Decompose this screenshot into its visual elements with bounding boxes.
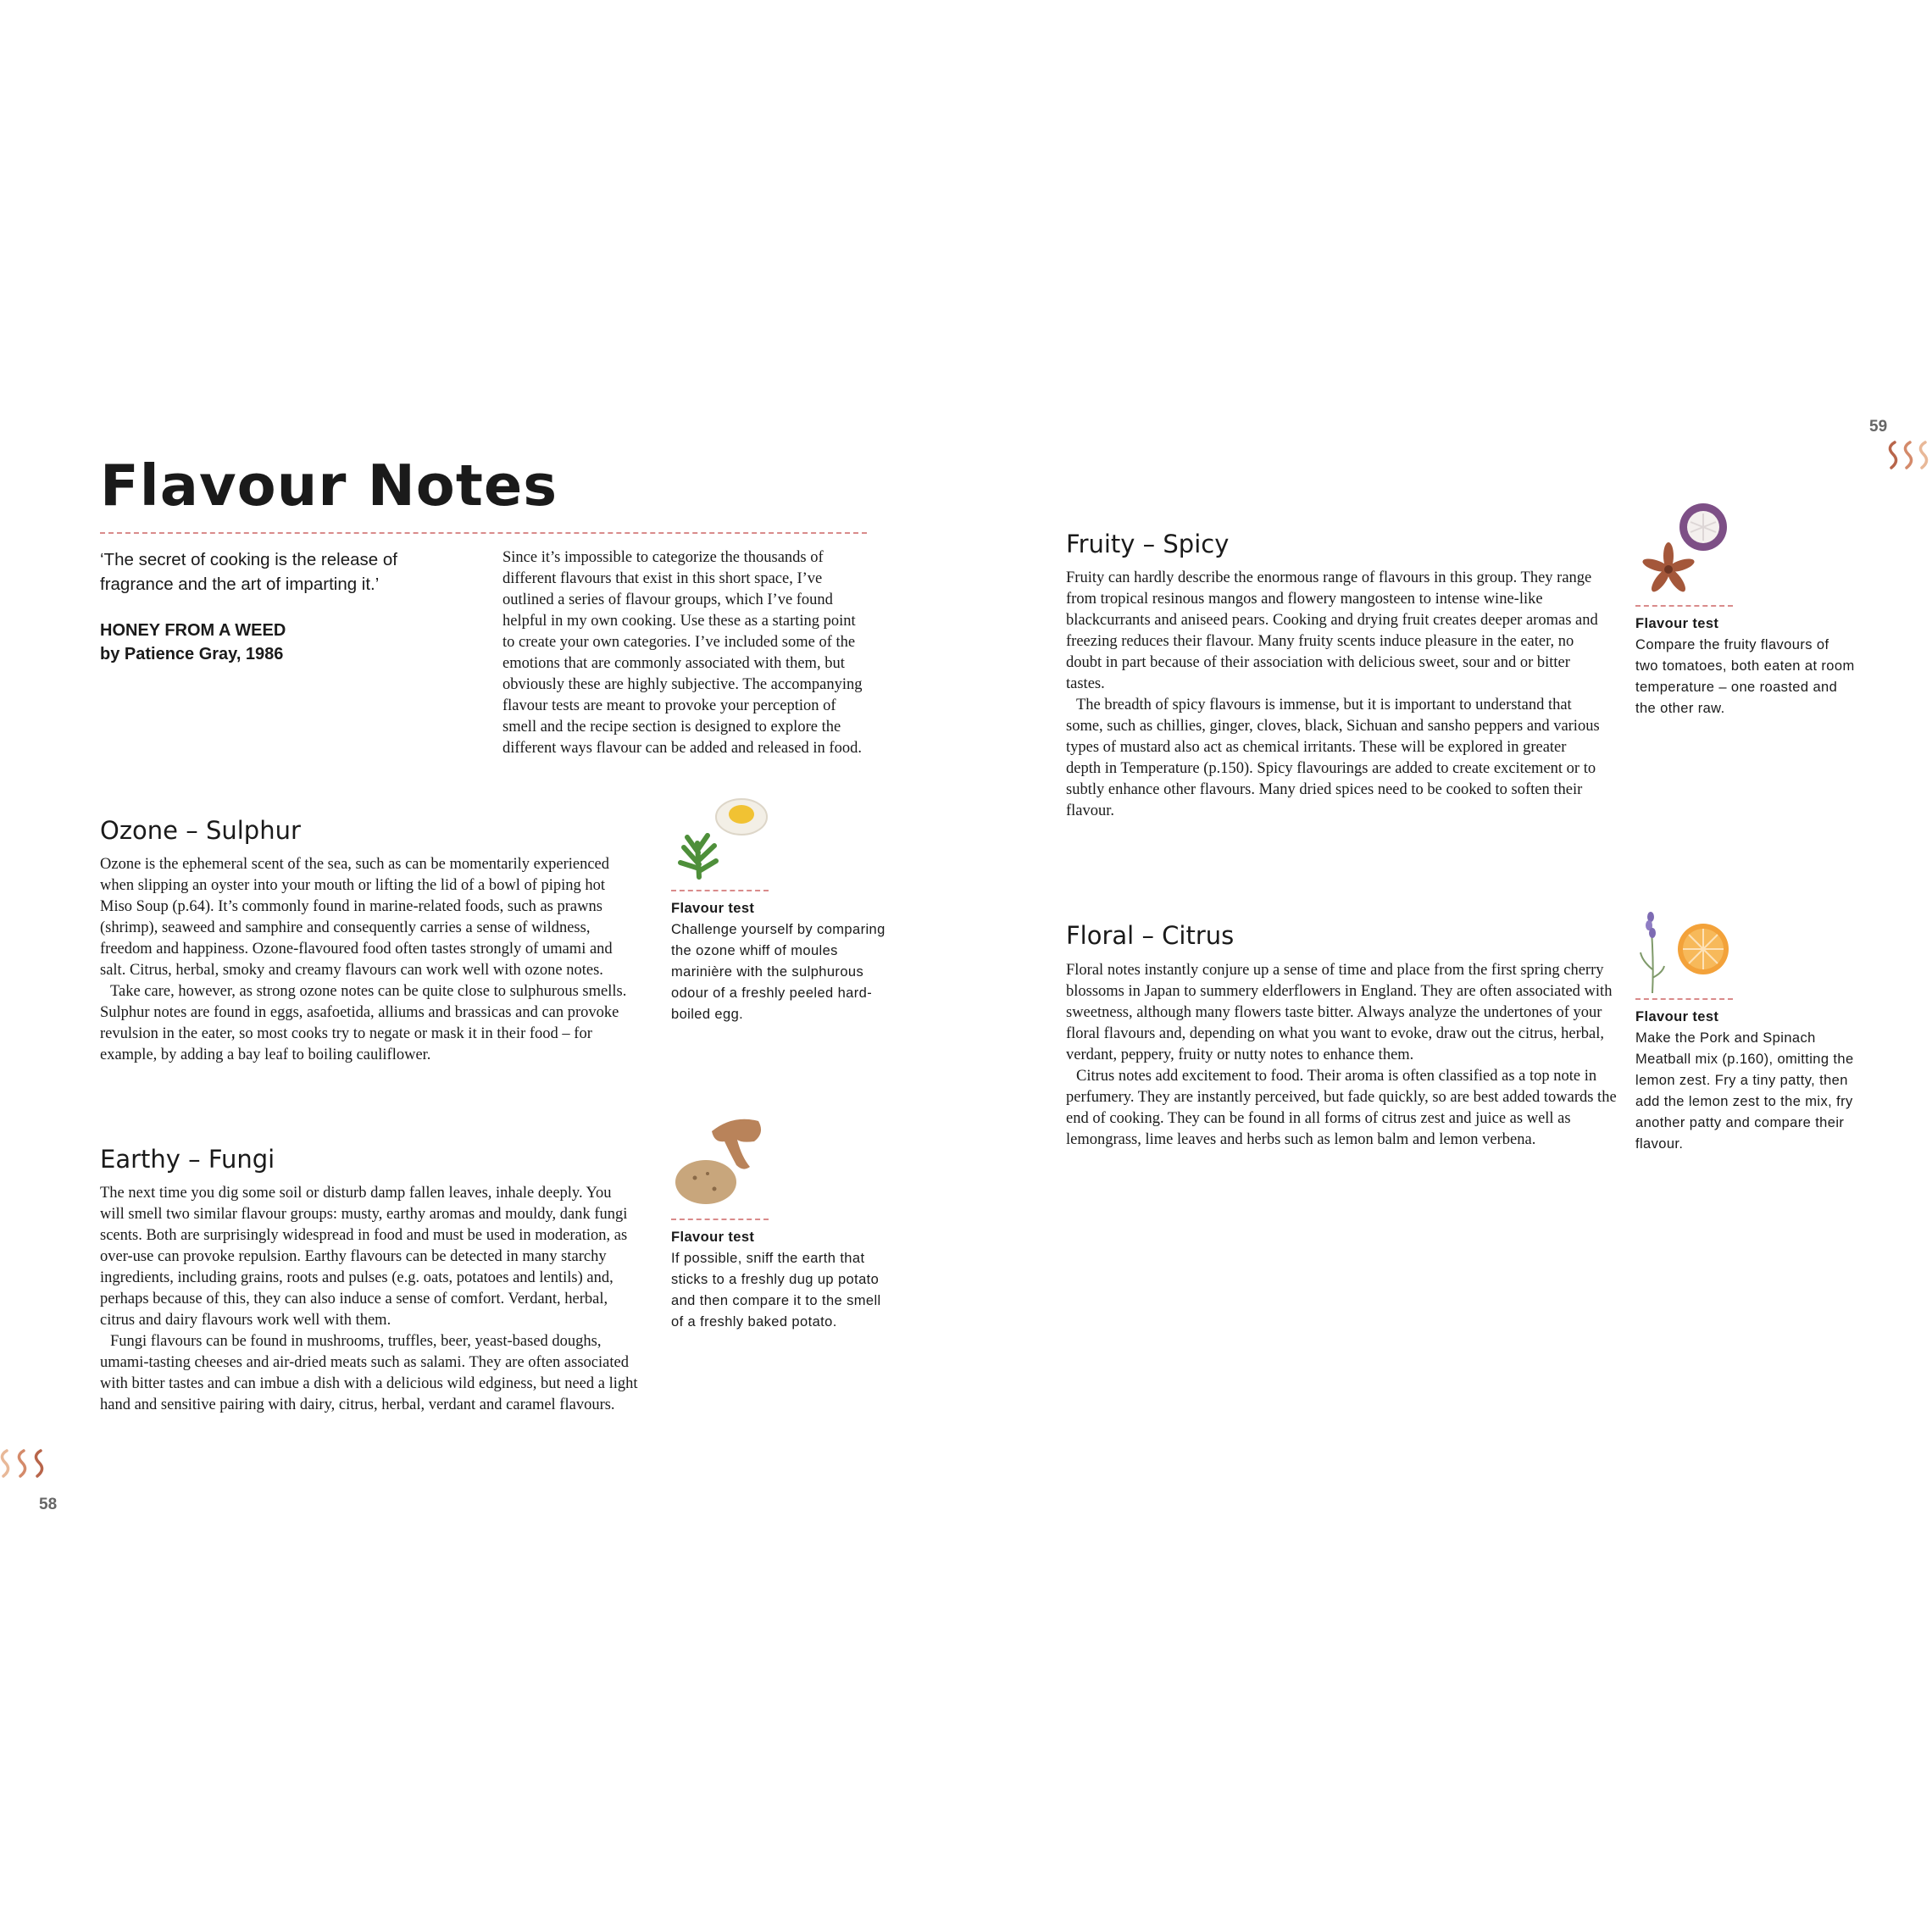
floral-paragraph-1: Floral notes instantly conjure up a sense of time and place from the first spring cherry blossoms in Japan to summery elderflowers in England. They are often associated with sweetness, although many flowers taste bitter. Always analyze the undertones of your floral flavours and, depending on what you want to evoke, draw out the citrus, herbal, verdant, peppery, fruity or nutty notes to enhance them. [1066, 962, 1613, 1063]
section-body-ozone [100, 854, 639, 1066]
flavour-test-text: Make the Pork and Spinach Meatball mix (p.160), omitting the lemon zest. Fry a tiny patty, then add the lemon zest to the mix, fry another patty and compare their flavour. [1635, 1030, 1854, 1152]
mushroom-potato-icon [674, 1114, 775, 1208]
title-divider [100, 532, 867, 534]
flavour-test-label: Flavour test [1635, 1009, 1719, 1024]
fruity-paragraph-1: Fruity can hardly describe the enormous range of flavours in this group. They range from tropical resinous mangos and flowery mangosteen to intense wine-like blackcurrants and aniseed pears. Cooking and drying fruit creates deeper aromas and freezing reduces their flavour. Many fruity scents induce pleasure in the eater, no doubt in part because of their association with delicious sweet, sour and or bitter tastes. [1066, 569, 1598, 692]
flavour-test-text: Compare the fruity flavours of two tomatoes, both eaten at room temperature – one roasted and the other raw. [1635, 637, 1855, 716]
flavour-test-divider [671, 1219, 769, 1220]
section-body-fruity [1066, 568, 1605, 822]
ozone-paragraph-1: Ozone is the ephemeral scent of the sea, such as can be momentarily experienced when slipping an oyster into your mouth or lifting the lid of a bowl of piping hot Miso Soup (p.64). It’s commonly found in marine-related foods, such as prawns (shrimp), seaweed and samphire and consequently carries a sense of wildness, freedom and happiness. Ozone-flavoured food often tastes strongly of umami and salt. Citrus, herbal, smoky and creamy flavours can work well with ozone notes. [100, 856, 613, 979]
ozone-paragraph-2: Take care, however, as strong ozone notes can be quite close to sulphurous smells. Sulphur notes are found in eggs, asafoetida, alliums and brassicas and can provoke revulsion in the eater, so most cooks try to negate or mask it in their food – for example, by adding a bay leaf to boiling cauliflower. [100, 983, 627, 1063]
mangosteen-star-anise-icon [1640, 500, 1733, 602]
epigraph-quote: ‘The secret of cooking is the release of fragrance and the art of imparting it.’ [100, 550, 397, 594]
flavour-test-label: Flavour test [1635, 616, 1719, 631]
source-author: by Patience Gray, 1986 [100, 645, 284, 663]
flavour-test-label: Flavour test [671, 1230, 755, 1245]
earthy-paragraph-1: The next time you dig some soil or disturb damp fallen leaves, inhale deeply. You will smell two similar flavour groups: musty, earthy aromas and mouldy, dank fungi scents. Both are surprisingly widespread in food and must be used in moderation, as over-use can provoke repulsion. Earthy flavours can be detected in many starchy ingredients, including grains, roots and pulses (e.g. oats, potatoes and lentils) and, perhaps because of this, they can also induce a sense of comfort. Verdant, herbal, citrus and dairy flavours work well with them. [100, 1185, 628, 1329]
flavour-test-earthy [671, 1219, 891, 1333]
section-title-fruity: Fruity – Spicy [1066, 530, 1230, 558]
intro-paragraph: Since it’s impossible to categorize the thousands of different flavours that exist in this short space, I’ve outlined a series of flavour groups, which I’ve found helpful in my own cooking. Use these as a starting point to create your own categories. I’ve included some of the emotions that are commonly associated with them, but obviously these are highly subjective. The accompanying flavour tests are meant to provoke your perception of smell and the recipe section is designed to explore the different ways flavour can be added and released in food. [502, 549, 863, 757]
floral-paragraph-2: Citrus notes add excitement to food. Their aroma is often classified as a top note in perfumery. They are instantly perceived, but fade quickly, so are best added towards the end of cooking. They can be found in all forms of citrus zest and juice as well as lemongrass, lime leaves and herbs such as lemon balm and lemon verbena. [1066, 1068, 1617, 1148]
earthy-paragraph-2: Fungi flavours can be found in mushrooms, truffles, beer, yeast-based doughs, umami-tasting cheeses and air-dried meats such as salami. They are often associated with bitter tastes and can imbue a dish with a delicious wild edginess, but need a light hand and sensitive pairing with dairy, citrus, herbal, verdant and caramel flavours. [100, 1333, 638, 1413]
flavour-test-divider [1635, 998, 1733, 1000]
flavour-test-divider [1635, 605, 1733, 607]
squiggle-decoration-icon [1883, 439, 1932, 473]
flavour-test-text: Challenge yourself by comparing the ozone whiff of moules marinière with the sulphurous odour of a freshly peeled hard-boiled egg. [671, 922, 886, 1022]
source-book: HONEY FROM A WEED [100, 621, 286, 640]
page-title: Flavour Notes [100, 452, 558, 519]
squiggle-decoration-icon [0, 1447, 51, 1481]
flavour-test-fruity [1635, 605, 1856, 719]
flavour-test-floral [1635, 998, 1856, 1155]
section-title-earthy: Earthy – Fungi [100, 1145, 275, 1174]
lavender-orange-icon [1634, 910, 1735, 995]
flavour-test-label: Flavour test [671, 901, 755, 916]
epigraph-source [100, 619, 473, 666]
page-number-left: 58 [39, 1496, 58, 1513]
flavour-test-ozone [671, 890, 891, 1025]
flavour-test-text: If possible, sniff the earth that sticks to a freshly dug up potato and then compare it to the smell of a freshly baked potato. [671, 1251, 881, 1330]
page-number-right: 59 [1869, 418, 1888, 436]
flavour-test-divider [671, 890, 769, 891]
egg-seaweed-icon [674, 797, 775, 881]
fruity-paragraph-2: The breadth of spicy flavours is immense, but it is important to understand that some, such as chillies, ginger, cloves, black, Sichuan and sansho peppers and various types of mustard also act as chemical irritants. These will be explored in greater depth in Temperature (p.150). Spicy flavourings are added to create excitement or to subtly enhance other flavours. Many dried spices need to be cooked to soften their flavour. [1066, 697, 1600, 819]
section-body-earthy [100, 1183, 639, 1416]
section-body-floral [1066, 960, 1617, 1151]
section-title-ozone: Ozone – Sulphur [100, 816, 301, 845]
section-title-floral: Floral – Citrus [1066, 921, 1235, 950]
